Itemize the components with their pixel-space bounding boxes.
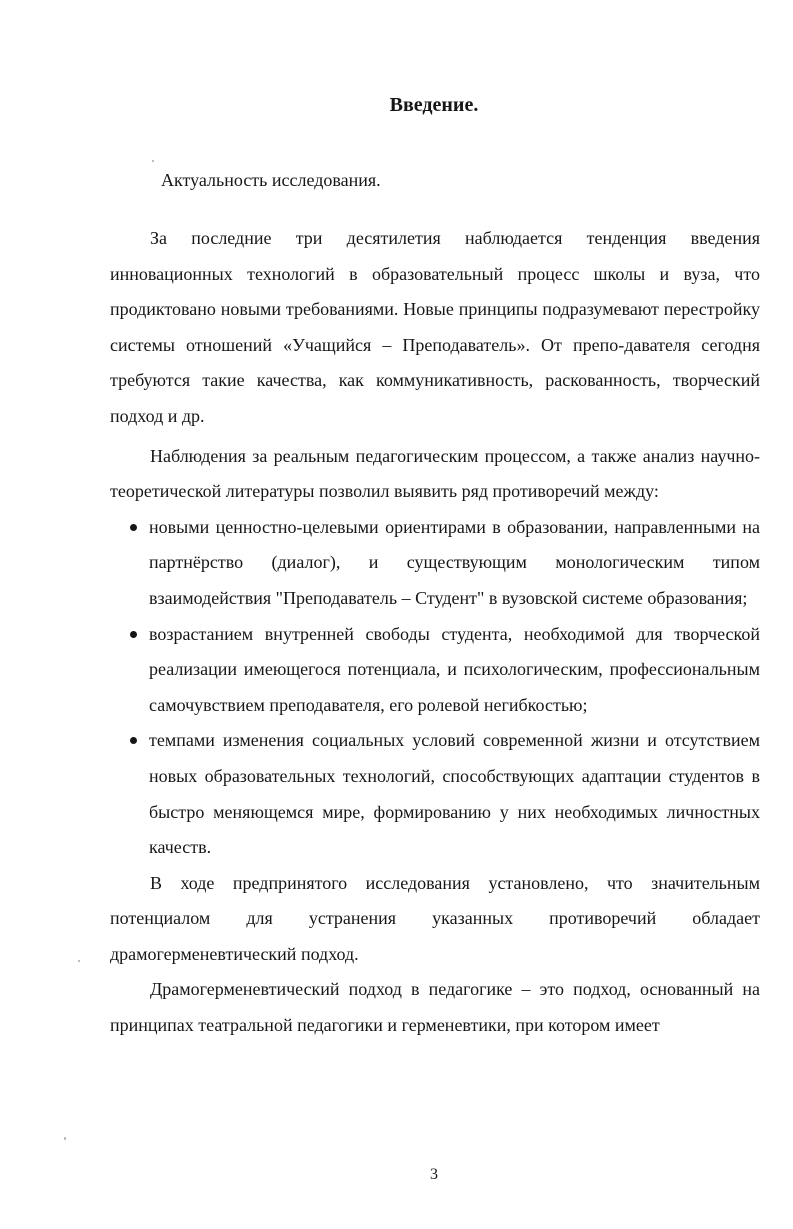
paragraph-definition: Драмогерменевтический подход в педагогике – это подход, основанный на принципах театральной педагогики и герменевтики, при котором имеет: [110, 979, 760, 1036]
section-subtitle: Актуальность исследования.: [161, 170, 381, 190]
page-number: 3: [430, 1166, 438, 1183]
paragraph-observations: Наблюдения за реальным педагогическим процессом, а также анализ научно-теоретической литературы позволил выявить ряд противоречий между:: [110, 445, 760, 502]
scan-speck: [78, 960, 80, 962]
scan-speck: [152, 160, 154, 162]
scan-speck: [64, 1137, 66, 1140]
list-item-text: новыми ценностно-целевыми ориентирами в образовании, направленными на партнёрство (диалог), и существующим монологическим типом взаимодействия "Преподаватель – Студент" в вузовской системе образования;: [149, 516, 760, 608]
bullet-icon: [130, 737, 137, 744]
list-item-text: темпами изменения социальных условий современной жизни и отсутствием новых образовательных технологий, способствующих адаптации студентов в быстро меняющемся мире, формированию у них необходимых личностных качеств.: [149, 730, 760, 858]
list-item: [110, 510, 760, 617]
contradictions-list: [110, 510, 760, 866]
paragraph-findings: В ходе предпринятого исследования установлено, что значительным потенциалом для устранения указанных противоречий обладает драмогерменевтический подход.: [110, 872, 760, 964]
list-item-text: возрастанием внутренней свободы студента, необходимой для творческой реализации имеющегося потенциала, и психологическим, профессиональным самочувствием преподавателя, его ролевой негибкостью;: [149, 623, 760, 715]
paragraph-intro: За последние три десятилетия наблюдается тенденция введения инновационных технологий в образовательный процесс школы и вуза, что продиктовано новыми требованиями. Новые принципы подразумевают перестройку системы отношений «Учащийся – Преподаватель». От препо-давателя сегодня требуются такие качества, как коммуникативность, раскованность, творческий подход и др.: [110, 228, 760, 426]
document-body: [110, 221, 760, 1044]
bullet-icon: [130, 524, 137, 531]
list-item: [110, 617, 760, 724]
page-title: Введение.: [389, 94, 479, 116]
bullet-icon: [130, 631, 137, 638]
list-item: [110, 723, 760, 865]
